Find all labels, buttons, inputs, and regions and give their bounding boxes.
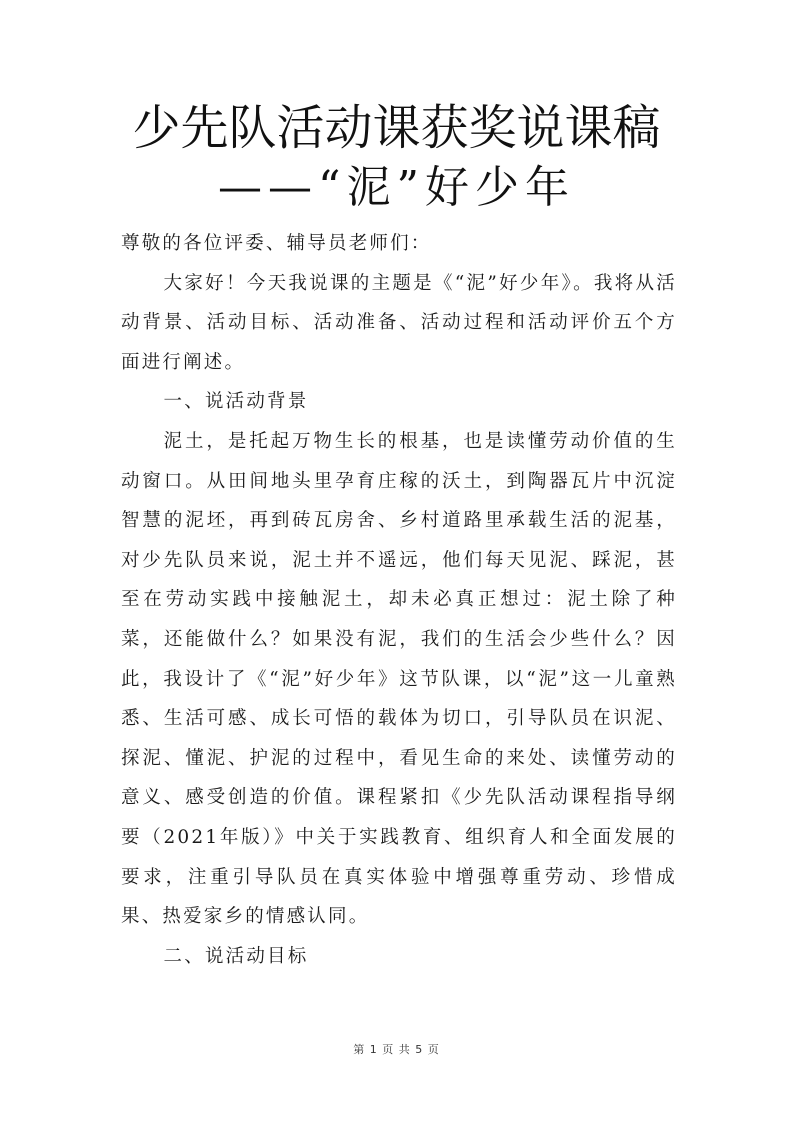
section-heading-background: 一、说活动背景 bbox=[163, 391, 309, 413]
salutation: 尊敬的各位评委、辅导员老师们： bbox=[121, 233, 432, 254]
document-subtitle: ——“泥”好少年 bbox=[218, 162, 575, 213]
section-heading-goals: 二、说活动目标 bbox=[163, 945, 309, 967]
page-number-footer: 第 1 页 共 5 页 bbox=[353, 1043, 440, 1056]
document-title: 少先队活动课获奖说课稿 bbox=[132, 100, 661, 156]
intro-paragraph: 大家好！今天我说课的主题是《“泥”好少年》。我将从活动背景、活动目标、活动准备、活动过程和活动评价五个方面进行阐述。 bbox=[121, 272, 677, 373]
document-body bbox=[121, 224, 677, 976]
background-paragraph: 泥土，是托起万物生长的根基，也是读懂劳动价值的生动窗口。从田间地头里孕育庄稼的沃土，到陶器瓦片中沉淀智慧的泥坯，再到砖瓦房舍、乡村道路里承载生活的泥基，对少先队员来说，泥土并不遥远，他们每天见泥、踩泥，甚至在劳动实践中接触泥土，却未必真正想过：泥土除了种菜，还能做什么？如果没有泥，我们的生活会少些什么？因此，我设计了《“泥”好少年》这节队课，以“泥”这一儿童熟悉、生活可感、成长可悟的载体为切口，引导队员在识泥、探泥、懂泥、护泥的过程中，看见生命的来处、读懂劳动的意义、感受创造的价值。课程紧扣《少先队活动课程指导纲要（2021年版）》中关于实践教育、组织育人和全面发展的要求，注重引导队员在真实体验中增强尊重劳动、珍惜成果、热爱家乡的情感认同。 bbox=[121, 430, 677, 928]
